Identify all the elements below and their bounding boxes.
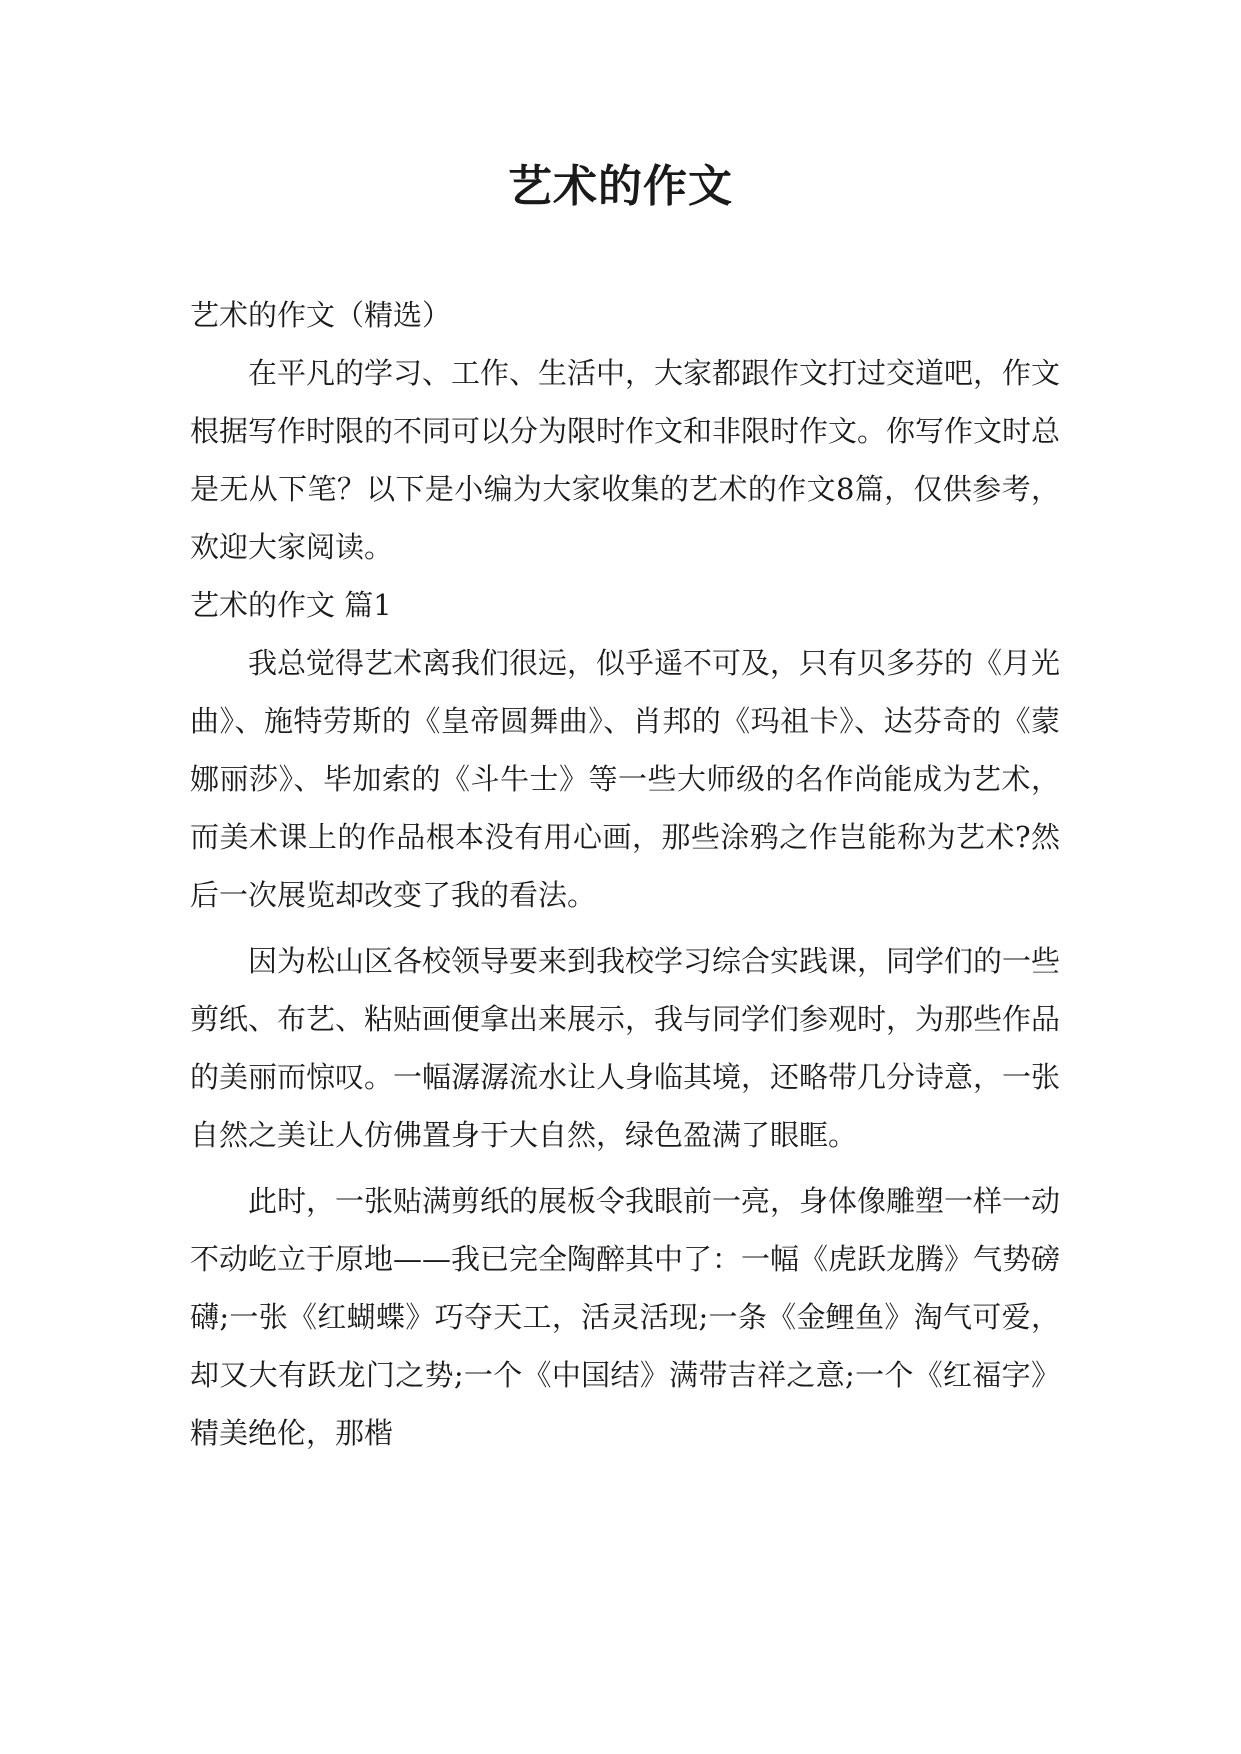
document-subtitle: 艺术的作文（精选） (190, 298, 452, 332)
body-paragraph: 因为松山区各校领导要来到我校学习综合实践课，同学们的一些剪纸、布艺、粘贴画便拿出来展示，我与同学们参观时，为那些作品的美丽而惊叹。一幅潺潺流水让人身临其境，还略带几分诗意，一张自然之美让人仿佛置身于大自然，绿色盈满了眼眶。 (190, 944, 1061, 1152)
body-paragraph: 我总觉得艺术离我们很远，似乎遥不可及，只有贝多芬的《月光曲》、施特劳斯的《皇帝圆舞曲》、肖邦的《玛祖卡》、达芬奇的《蒙娜丽莎》、毕加索的《斗牛士》等一些大师级的名作尚能成为艺术，而美术课上的作品根本没有用心画，那些涂鸦之作岂能称为艺术?然后一次展览却改变了我的看法。 (190, 646, 1061, 912)
intro-paragraph: 在平凡的学习、工作、生活中，大家都跟作文打过交道吧，作文根据写作时限的不同可以分为限时作文和非限时作文。你写作文时总是无从下笔？以下是小编为大家收集的艺术的作文8篇，仅供参考，欢迎大家阅读。 (190, 356, 1061, 564)
document-title: 艺术的作文 (508, 161, 733, 212)
section-heading: 艺术的作文 篇1 (190, 588, 392, 622)
document-body (190, 286, 1060, 1462)
body-paragraph: 此时，一张贴满剪纸的展板令我眼前一亮，身体像雕塑一样一动不动屹立于原地——我已完全陶醉其中了：一幅《虎跃龙腾》气势磅礴;一张《红蝴蝶》巧夺天工，活灵活现;一条《金鲤鱼》淘气可爱，却又大有跃龙门之势;一个《中国结》满带吉祥之意;一个《红福字》精美绝伦，那楷 (190, 1184, 1061, 1450)
